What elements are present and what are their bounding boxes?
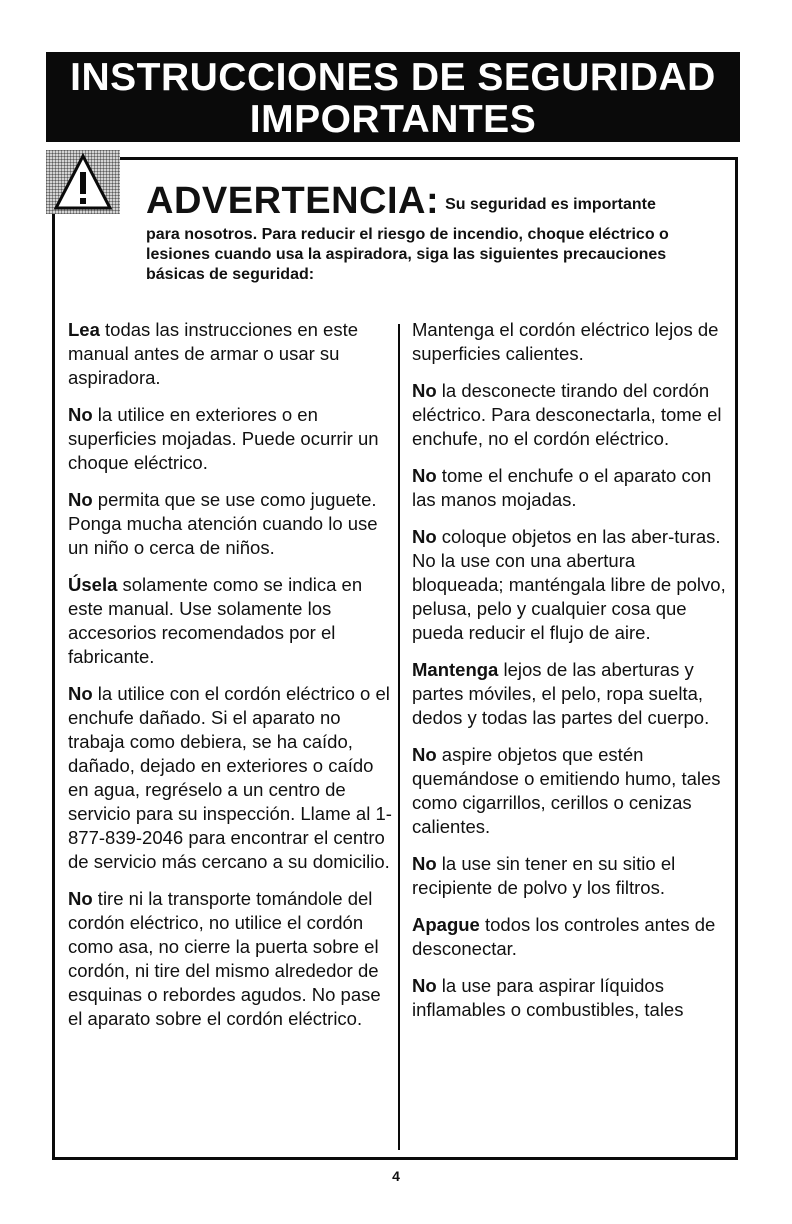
instruction-lead: No <box>412 853 437 874</box>
instruction-lead: No <box>412 465 437 486</box>
instruction-lead: No <box>68 404 93 425</box>
safety-instruction <box>412 318 730 366</box>
safety-instruction <box>68 403 393 475</box>
instruction-text: todos los controles antes de desconectar. <box>412 914 716 959</box>
header-title-line2: IMPORTANTES <box>249 98 537 141</box>
left-column <box>68 318 393 1044</box>
safety-instruction <box>412 743 730 839</box>
safety-instruction <box>68 318 393 390</box>
warning-title: ADVERTENCIA: <box>146 180 440 222</box>
safety-instruction <box>68 488 393 560</box>
header-banner <box>46 52 740 142</box>
safety-instruction <box>412 913 730 961</box>
safety-instruction <box>412 525 730 645</box>
safety-instruction <box>68 887 393 1031</box>
header-title-line1: INSTRUCCIONES DE SEGURIDAD <box>70 56 716 99</box>
right-column <box>412 318 730 1035</box>
safety-instruction <box>68 573 393 669</box>
instruction-lead: No <box>412 380 437 401</box>
warning-text: para nosotros. Para reducir el riesgo de incendio, choque eléctrico o lesiones cuando usa la aspiradora, siga las siguientes precauciones básicas de seguridad: <box>146 226 669 283</box>
instruction-text: todas las instrucciones en este manual antes de armar o usar su aspiradora. <box>68 319 359 388</box>
warning-intro: Su seguridad es importante <box>445 196 656 213</box>
instruction-lead: No <box>68 888 93 909</box>
instruction-lead: Lea <box>68 319 100 340</box>
safety-instruction <box>412 852 730 900</box>
instruction-text: aspire objetos que estén quemándose o emitiendo humo, tales como cigarrillos, cerillos o cenizas calientes. <box>412 744 721 837</box>
instruction-lead: No <box>412 526 437 547</box>
warning-triangle-icon <box>46 150 120 214</box>
instruction-lead: No <box>412 744 437 765</box>
instruction-lead: No <box>68 489 93 510</box>
instruction-text: tome el enchufe o el aparato con las manos mojadas. <box>412 465 712 510</box>
instruction-lead: No <box>412 975 437 996</box>
instruction-text: la desconecte tirando del cordón eléctrico. Para desconectarla, tome el enchufe, no el cordón eléctrico. <box>412 380 722 449</box>
instruction-text: lejos de las aberturas y partes móviles, el pelo, ropa suelta, dedos y todas las partes del cuerpo. <box>412 659 710 728</box>
instruction-lead: Úsela <box>68 574 118 595</box>
safety-instruction <box>412 974 730 1022</box>
instruction-text: Mantenga el cordón eléctrico lejos de superficies calientes. <box>412 319 719 364</box>
instruction-text: permita que se use como juguete. Ponga mucha atención cuando lo use un niño o cerca de niños. <box>68 489 378 558</box>
instruction-text: coloque objetos en las aber-turas. No la use con una abertura bloqueada; manténgala libre de polvo, pelusa, pelo y cualquier cosa que pueda reducir el flujo de aire. <box>412 526 726 643</box>
page-number: 4 <box>392 1168 400 1184</box>
safety-instruction <box>412 464 730 512</box>
instruction-text: la utilice en exteriores o en superficies mojadas. Puede ocurrir un choque eléctrico. <box>68 404 379 473</box>
instruction-text: la use sin tener en su sitio el recipiente de polvo y los filtros. <box>412 853 676 898</box>
instruction-lead: Mantenga <box>412 659 499 680</box>
instruction-text: tire ni la transporte tomándole del cordón eléctrico, no utilice el cordón como asa, no cierre la puerta sobre el cordón, ni tire del mismo alrededor de esquinas o rebordes agudos. No pase el aparato sobre el cordón eléctrico. <box>68 888 381 1029</box>
warning-heading <box>146 181 656 225</box>
instruction-text: la utilice con el cordón eléctrico o el enchufe dañado. Si el aparato no trabaja como debiera, se ha caído, dañado, dejado en exteriores o caído en agua, regréselo a un centro de servicio para su inspección. Llame al 1-877-839-2046 para encontrar el centro de servicio más cercano a su domicilio. <box>68 683 392 872</box>
safety-instruction <box>412 379 730 451</box>
safety-instruction <box>412 658 730 730</box>
instruction-text: la use para aspirar líquidos inflamables o combustibles, tales <box>412 975 684 1020</box>
column-divider <box>398 324 400 1150</box>
safety-instruction <box>68 682 393 874</box>
instruction-lead: No <box>68 683 93 704</box>
instruction-text: solamente como se indica en este manual. Use solamente los accesorios recomendados por el fabricante. <box>68 574 363 667</box>
instruction-lead: Apague <box>412 914 480 935</box>
